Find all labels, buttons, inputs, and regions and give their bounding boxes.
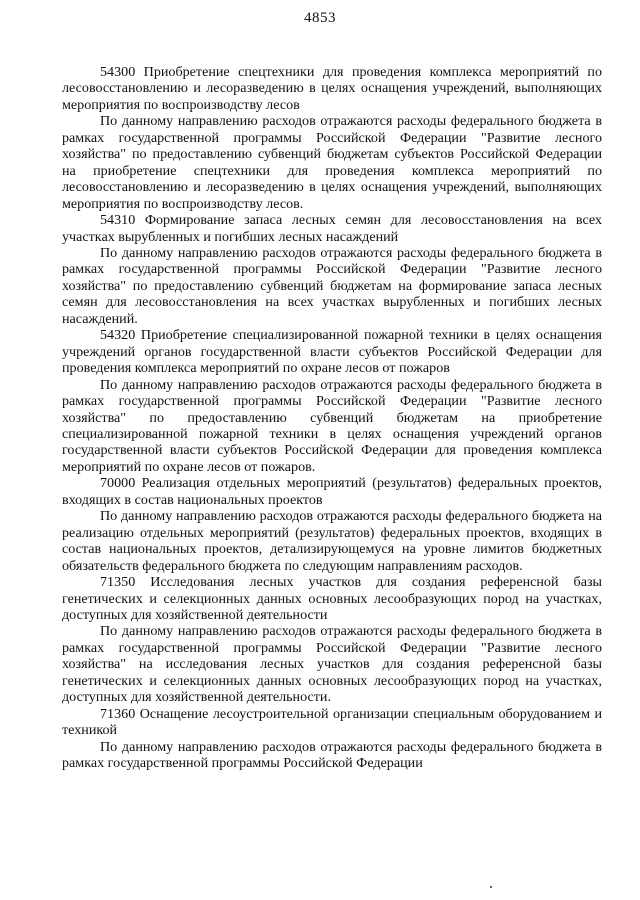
- section-body-70000: По данному направлению расходов отражаются расходы федерального бюджета на реализацию отдельных мероприятий (результатов) федеральных проектов, входящих в состав национальных проектов, детализирующемуся на уровне лимитов бюджетных обязательств федерального бюджета по следующим направлениям расходов.: [62, 508, 602, 574]
- section-heading-71350: 71350 Исследования лесных участков для создания референсной базы генетических и селекционных данных основных лесообразующих пород на участках, доступных для хозяйственной деятельности: [62, 574, 602, 623]
- section-heading-54310: 54310 Формирование запаса лесных семян для лесовосстановления на всех участках вырубленных и погибших лесных насаждений: [62, 212, 602, 245]
- section-body-71360: По данному направлению расходов отражаются расходы федерального бюджета в рамках государственной программы Российской Федерации: [62, 738, 602, 772]
- section-body-54320: По данному направлению расходов отражаются расходы федерального бюджета в рамках государственной программы Российской Федерации "Развитие лесного хозяйства" по предоставлению субвенций бюджетам на приобретение специализированной пожарной техники в целях оснащения учреждений органов государственной власти субъектов Российской Федерации для проведения комплекса мероприятий по охране лесов от пожаров.: [62, 376, 602, 475]
- page-body: [62, 64, 602, 771]
- section-body-54300: По данному направлению расходов отражаются расходы федерального бюджета в рамках государственной программы Российской Федерации "Развитие лесного хозяйства" по предоставлению субвенций бюджетам субъектов Российской Федерации на приобретение спецтехники для проведения комплекса мероприятий по лесовосстановлению и лесоразведению в целях оснащения учреждений, выполняющих мероприятия по воспроизводству лесов.: [62, 113, 602, 212]
- scan-artifact: [490, 886, 492, 888]
- page-number: 4853: [304, 10, 336, 26]
- section-heading-71360: 71360 Оснащение лесоустроительной организации специальным оборудованием и техникой: [62, 705, 602, 739]
- section-heading-54300: 54300 Приобретение спецтехники для проведения комплекса мероприятий по лесовосстановлению и лесоразведению в целях оснащения учреждений, выполняющих мероприятия по воспроизводству лесов: [62, 64, 602, 113]
- section-body-54310: По данному направлению расходов отражаются расходы федерального бюджета в рамках государственной программы Российской Федерации "Развитие лесного хозяйства" по предоставлению субвенций бюджетам на формирование запаса лесных семян для лесовосстановления на всех участках вырубленных и погибших лесных насаждений.: [62, 244, 602, 327]
- section-heading-70000: 70000 Реализация отдельных мероприятий (результатов) федеральных проектов, входящих в состав национальных проектов: [62, 475, 602, 508]
- section-body-71350: По данному направлению расходов отражаются расходы федерального бюджета в рамках государственной программы Российской Федерации "Развитие лесного хозяйства" на исследования лесных участков для создания референсной базы генетических и селекционных данных основных лесообразующих пород на участках, доступных для хозяйственной деятельности.: [62, 623, 602, 706]
- section-heading-54320: 54320 Приобретение специализированной пожарной техники в целях оснащения учреждений органов государственной власти субъектов Российской Федерации для проведения комплекса мероприятий по охране лесов от пожаров: [62, 327, 602, 377]
